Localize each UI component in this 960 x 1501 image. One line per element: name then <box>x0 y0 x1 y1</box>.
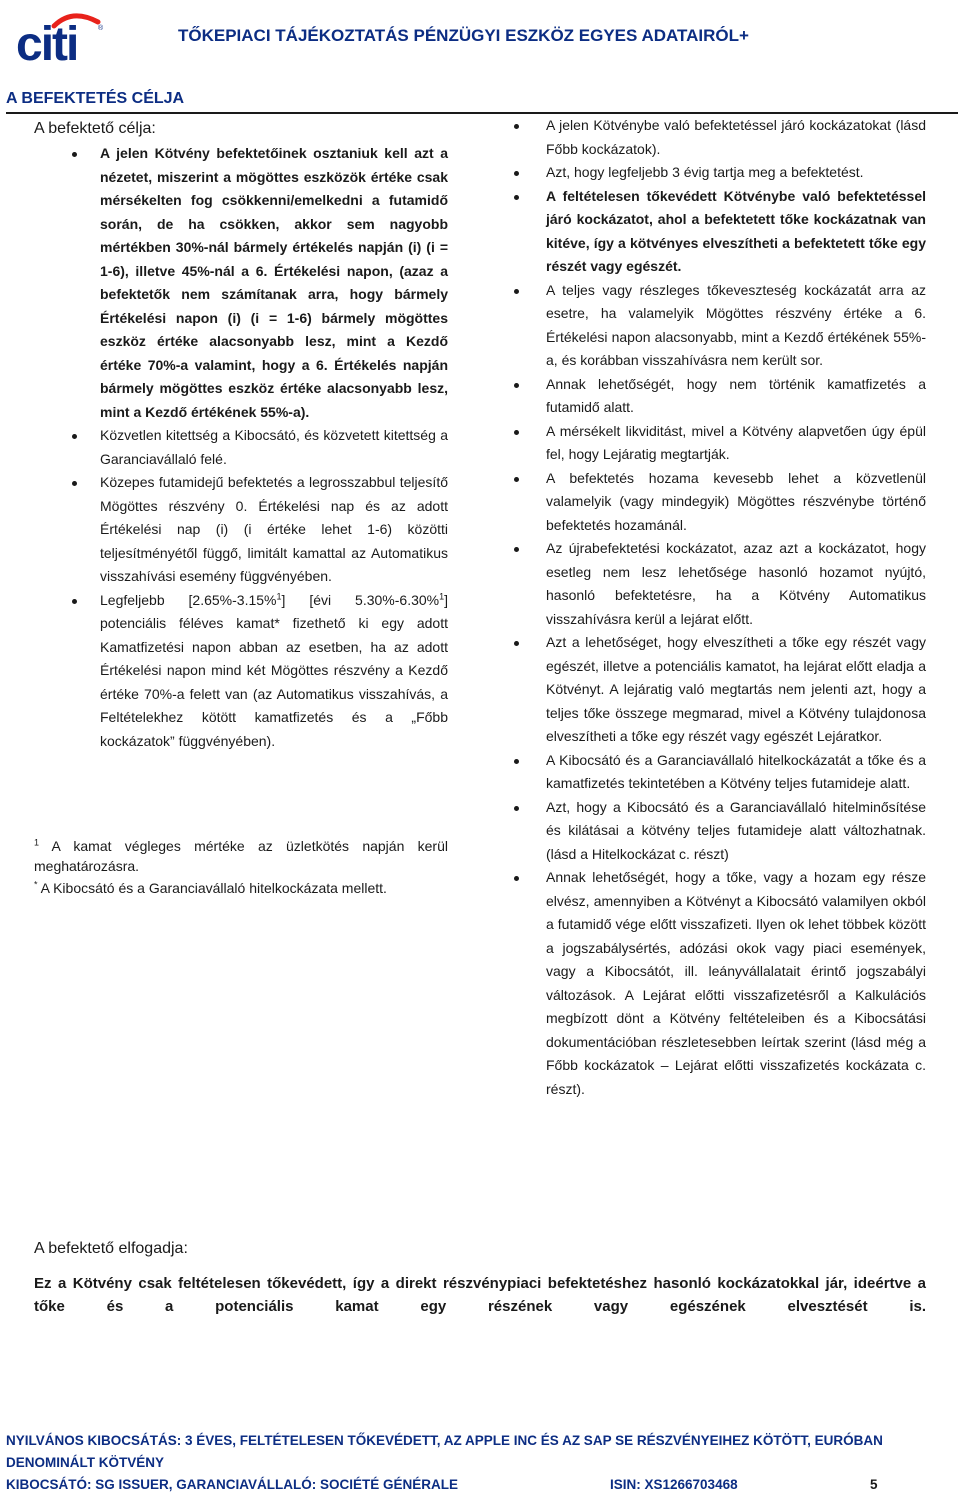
bullet-icon <box>514 806 519 811</box>
bullet-icon <box>514 124 519 129</box>
investor-accepts-section <box>34 1237 926 1318</box>
svg-text:®: ® <box>98 25 104 32</box>
list-item-text: Annak lehetőségét, hogy a tőke, vagy a hozam egy része elvész, amennyiben a Kötvényt a Kibocsátó valamilyen okból a futamidő vége előtt visszafizeti. Ilyen ok lehet többek között a jogszabálysértés, adózási okok vagy piaci események, vagy a Kibocsátót, ill. leányvállalatait érintő jogszabályi változások. A Lejárat előtti visszafizetésről a Kalkulációs megbízott dönt a Kötvény feltételeiben és a Kibocsátási dokumentációban részletesebben leírtak szerint (lásd még a Főbb kockázatok – Lejárat előtti visszafizetés kockázata c. részt). <box>546 869 926 1097</box>
list-item <box>512 161 926 185</box>
page-number: 5 <box>870 1477 878 1492</box>
list-item-text: A Kibocsátó és a Garanciavállaló hitelkockázatát a tőke és a kamatfizetés tekintetében a Kötvény teljes futamideje alatt. <box>546 751 926 791</box>
investor-goal-list <box>34 142 448 753</box>
risk-list <box>512 114 926 1101</box>
list-item-text: A feltételesen tőkevédett Kötvénybe való befektetéssel járó kockázatot, ahol a befektetett tőke kockázatnak van kitéve, így a kötvényes elveszítheti a befektetett tőke egy részét vagy egészét. <box>546 187 926 274</box>
list-item <box>512 420 926 467</box>
list-item <box>512 631 926 749</box>
document-title: TŐKEPIACI TÁJÉKOZTATÁS PÉNZÜGYI ESZKÖZ EGYES ADATAIRÓL+ <box>178 26 749 45</box>
list-item <box>512 467 926 538</box>
footer-issuer: KIBOCSÁTÓ: SG ISSUER, GARANCIAVÁLLALÓ: SOCIÉTÉ GÉNÉRALE <box>6 1477 459 1492</box>
bullet-icon <box>514 876 519 881</box>
list-item <box>512 537 926 631</box>
investor-accepts-heading: A befektető elfogadja: <box>34 1240 188 1257</box>
footnote-2: * A Kibocsátó és a Garanciavállaló hitelkockázata mellett. <box>34 879 387 896</box>
bullet-icon <box>514 171 519 176</box>
list-item <box>512 796 926 867</box>
list-item <box>512 185 926 279</box>
list-item-text: Az újrabefektetési kockázatot, azaz azt a kockázatot, hogy esetleg nem lesz lehetősége hasonló hozamot nyújtó, hasonló befektetésre, ha a Kötvény Automatikus visszahívásra kerül a lejárat előtt. <box>546 540 926 627</box>
list-item <box>34 142 448 424</box>
bullet-icon <box>514 759 519 764</box>
bullet-icon <box>514 547 519 552</box>
section-title: A BEFEKTETÉS CÉLJA <box>6 90 185 107</box>
list-item <box>34 589 448 754</box>
footer-line-2: DENOMINÁLT KÖTVÉNY <box>6 1455 164 1470</box>
list-item-text: Azt, hogy legfeljebb 3 évig tartja meg a befektetést. <box>546 164 864 180</box>
list-item <box>512 373 926 420</box>
bullet-icon <box>514 289 519 294</box>
list-item-text: A jelen Kötvénybe való befektetéssel járó kockázatokat (lásd Főbb kockázatok). <box>546 117 926 157</box>
citi-logo <box>14 10 106 66</box>
bullet-icon <box>72 152 77 157</box>
list-item-text: A teljes vagy részleges tőkeveszteség kockázatát arra az esetre, ha valamelyik Mögöttes részvény értéke a 6. Értékelési napon alacsonyabb, mint a Kezdő értékének 55%-a, és korábban visszahívásra nem került sor. <box>546 281 926 368</box>
investor-goal-heading: A befektető célja: <box>34 120 156 137</box>
list-item <box>34 424 448 471</box>
bullet-icon <box>72 599 77 604</box>
list-item-text: Legfeljebb [2.65%-3.15%$^1$] [évi 5.30%-6.30%$^1$] potenciális féléves kamat* fizethető ki egy adott Kamatfizetési napon abban az esetben, ha az adott Értékelési napon mind két Mögöttes részvény a Kezdő értéke 70%-a felett van (az Automatikus visszahívás, a Feltételekhez kötött kamatfizetés és a „Főbb kockázatok” függvényében). <box>100 590 449 749</box>
bullet-icon <box>514 383 519 388</box>
list-item-text: Közvetlen kitettség a Kibocsátó, és közvetett kitettség a Garanciavállaló felé. <box>100 427 448 467</box>
bullet-icon <box>514 430 519 435</box>
list-item <box>512 749 926 796</box>
page-footer <box>6 1430 956 1492</box>
list-item-text: A befektetés hozama kevesebb lehet a közvetlenül valamelyik (vagy mindegyik) Mögöttes részvénybe történő befektetés hozamánál. <box>546 469 926 533</box>
list-item <box>34 471 448 589</box>
right-column <box>512 114 926 1101</box>
list-item-text: Annak lehetőségét, hogy nem történik kamatfizetés a futamidő alatt. <box>546 375 926 415</box>
footer-line-1: NYILVÁNOS KIBOCSÁTÁS: 3 ÉVES, FELTÉTELESEN TŐKEVÉDETT, AZ APPLE INC ÉS AZ SAP SE RÉSZVÉNYEIHEZ KÖTÖTT, EURÓBAN <box>6 1433 883 1448</box>
list-item <box>512 114 926 161</box>
list-item-text: Azt a lehetőséget, hogy elveszítheti a tőke egy részét vagy egészét, illetve a potenciális kamatot, ha lejárat előtt eladja a Kötvényt. A lejáratig való megtartás nem jelenti azt, hogy a teljes tőke összege megmarad, mivel a Kötvény tulajdonosa elveszítheti a tőke egy részét vagy egészét Lejáratkor. <box>546 634 926 744</box>
list-item-text: A mérsékelt likviditást, mivel a Kötvény alapvetően úgy épül fel, hogy Lejáratig megtartják. <box>546 422 926 462</box>
list-item <box>512 279 926 373</box>
footnote-1: $^1$ A kamat végleges mértéke az üzletkötés napján kerül meghatározásra. <box>34 837 448 874</box>
list-item-text: Közepes futamidejű befektetés a legrosszabbul teljesítő Mögöttes részvény 0. Értékelési nap és az adott Értékelési nap (i) (i értéke lehet 1-6) közötti teljesítményétől függő, limitált kamattal az Automatikus visszahívási esemény függvényében. <box>100 474 448 584</box>
bullet-icon <box>514 641 519 646</box>
list-item-text: Azt, hogy a Kibocsátó és a Garanciavállaló hitelminősítése és kilátásai a kötvény teljes futamideje alatt változhatnak. (lásd a Hitelkockázat c. részt) <box>546 798 926 862</box>
left-column <box>34 116 448 753</box>
footnote-mark: * <box>34 879 38 890</box>
svg-text:citi: citi <box>16 18 78 66</box>
footnotes <box>34 836 448 900</box>
bullet-icon <box>72 434 77 439</box>
investor-accepts-text: Ez a Kötvény csak feltételesen tőkevédett, így a direkt részvénypiaci befektetéshez hasonló kockázatokkal jár, ideértve a tőke és a potenciális kamat egy részének vagy egészének elvesztését is. <box>34 1275 926 1315</box>
bullet-icon <box>514 477 519 482</box>
footnote-mark: 1 <box>34 837 40 848</box>
list-item <box>512 866 926 1101</box>
bullet-icon <box>514 195 519 200</box>
list-item-text: A jelen Kötvény befektetőinek osztaniuk kell azt a nézetet, miszerint a mögöttes eszközök értéke csak mérsékelten fog csökkenni/emelkedni a futamidő során, de ha csökken, akkor sem nagyobb mértékben 30%-nál bármely értékelés napján (i) (i = 1-6), illetve 45%-nál a 6. Értékelési napon, (azaz a befektetők nem számítanak arra, hogy bármely Értékelési napon (i) (i = 1-6) bármely mögöttes eszköz értéke alacsonyabb lesz, mint a Kezdő értéke 70%-a valamint, hogy a 6. Értékelés napján bármely mögöttes eszköz értéke alacsonyabb lesz, mint a Kezdő értékének 55%-a). <box>100 145 448 420</box>
footer-isin: ISIN: XS1266703468 <box>610 1477 738 1492</box>
bullet-icon <box>72 481 77 486</box>
